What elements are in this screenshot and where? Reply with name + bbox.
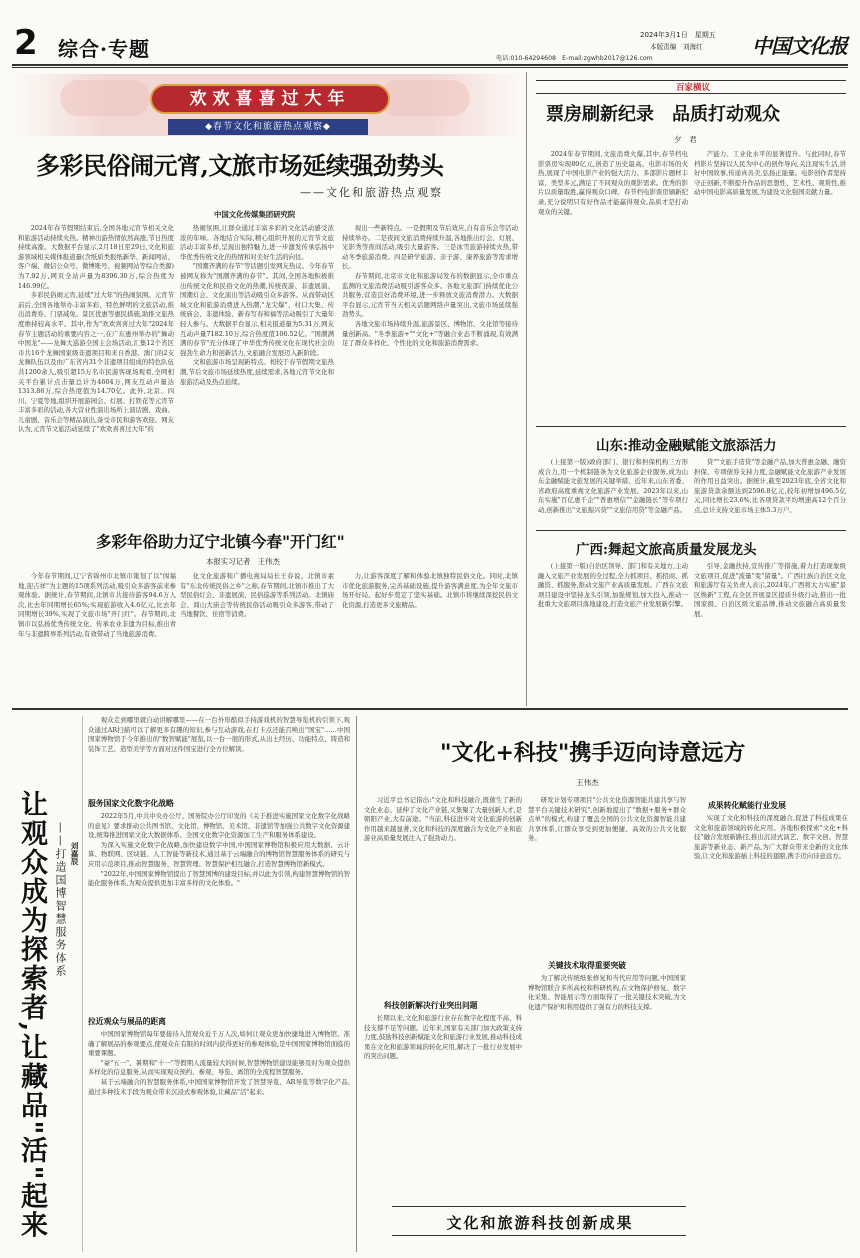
commentary-byline: 夕 君: [674, 135, 697, 144]
section-rule: [536, 530, 846, 531]
feature-subhead: ——文化和旅游热点观察: [300, 186, 443, 199]
guangxi-col-2: [694, 562, 846, 702]
paragraph: "国潮齐满的春节"等话题引发网友热议。今年春节被网友称为"国潮齐满的春节"。其间,全国各地积极推出传统文化和民俗文化的热潮,传统夜游、非遗展演、国潮灯会、文化演出等活动吸引众多游客。从而带动区域文化和旅游消费进入热潮,"龙尖爆"、村口大集、传统庙会、非遗体验、新春写春和福等活动吸引了大量年轻人参与。大数据平台显示,相关报道量为5.31万,网友互动声量7182.10万,综合热度值106.52亿。"国潮满满的春节"充分体现了中华优秀传统文化在现代社会的强劲生命力和创新活力,文旅融合发展迈入新阶段。: [180, 262, 334, 357]
museum-vertical-subtitle: ——打造国博智慧服务体系: [54, 822, 67, 978]
commentary-label: 百家横议: [676, 83, 711, 93]
paragraph: "2022年,中国国家博物馆提出了智慧国博的建设目标,并以此为引领,构建智慧博物馆的智能化服务体系,为观众提供更加丰富多样的文化体验。": [88, 869, 350, 888]
tech-col-2b: [528, 974, 686, 1200]
shandong-headline: 山东:推动金融赋能文旅添活力: [596, 438, 777, 454]
guangxi-col-1: [538, 562, 688, 702]
tech-headline: "文化+科技"携手迈向诗意远方: [440, 740, 746, 766]
commentary-col-1: [538, 150, 688, 418]
paragraph: 贷""文旅手造贷"等金融产品,加大普惠金融、融资担保、专项债券支持力度,金融赋能文化旅游产业发展的作用日益突出。据统计,截至2023年底,全省文化和旅游贷款余额达到2596.8亿元,较年初增加496.5亿元,同比增长23.6%,比各项贷款平均增速高12个百分点,总计支持文旅市场主体5.3万户。: [694, 458, 846, 514]
tech-footer-label: 文化和旅游科技创新成果: [446, 1214, 634, 1232]
paragraph: 化文化旅游和广播电视局局长王春说。北镇市素有"东北传统民俗之乡"之称,春节期间,北镇市推出了大型民俗灯会、非遗展演、民俗巡游等系列活动。北镇庙会、闾山大庙会等传统民俗活动吸引众多游客,带动了当地餐饮、住宿等消费。: [180, 572, 334, 619]
feature-col-1: [18, 224, 174, 520]
tech-col-3: [694, 814, 848, 1250]
tech-col-1: [364, 796, 522, 990]
tech-byline: 王伟杰: [576, 778, 599, 787]
paragraph: 长期以来,文化和旅游行业存在数字化程度不高、科技支撑不足等问题。近年来,国家有关部门加大政策支持力度,鼓励科技创新赋能文化和旅游行业发展,推动科技成果在文化和旅游领域的转化应用,解决了一批行业发展中的突出问题。: [364, 1014, 522, 1061]
paragraph: 2022年5月,中共中央办公厅、国务院办公厅印发的《关于推进实施国家文化数字化战略的意见》要求推动公共图书馆、文化馆、博物馆、美术馆、非遗馆等加强公共数字文化资源建设,统筹推进国家文化大数据体系、全国文化数字化资源加工生产和服务体系建设。: [88, 812, 350, 840]
shandong-col-2: [694, 458, 846, 546]
contact-line: 电话:010-64294608 E-mail:zgwhb2017@126.com: [496, 55, 653, 62]
column-divider: [526, 72, 527, 706]
paragraph: 习近平总书记指出:"文化和科技融合,既催生了新的文化业态、延伸了文化产业链,又集聚了大量创新人才,是朝阳产业,大有前途。"当前,科技进步对文化旅游的创新作用越来越显著,文化和科技的深度融合为文化产业和旅游业高质量发展注入了强劲动力。: [364, 796, 522, 843]
commentary-headline: 票房刷新纪录 品质打动观众: [546, 104, 780, 125]
tech-col2b-title: 关键技术取得重要突破: [548, 961, 626, 970]
paragraph: 多彩民俗闹元宵,延续"过大年"的热闹氛围。元宵节前后,全国各地举办丰富多彩、特色鲜明的文旅活动,推出消费券、门票减免、景区优惠等惠民措施,助推文旅热度维持较高水平。其中,作为"欢欢喜喜过大年"2024年春节主题活动的重要内容之一,在广东惠州举办的"舞动中国龙"——龙舞大巡游全国主会场活动,汇集12个省区市共16个龙舞国家级非遗项目和来自香港、澳门的2支龙舞队伍以及由广东省内31个非遗项目组成的特色队伍共1200余人,吸引超15万名市民游客现场观看,全网相关平台累计点击量总计为4604万,网友互动声量达1313.86万,综合热度值为14.70亿。此外,北京、四川、宁夏等地,组织开展游园会、灯展、打铁花等元宵节丰富多彩的活动,各大营业性演出场所上演话剧、戏曲、儿童剧、音乐会等精品演出,备受市民和游客欢迎。网友认为,元宵节文旅活动延续了"欢欢喜喜过大年"的: [18, 291, 174, 434]
feature-col-3: [342, 224, 518, 520]
paragraph: 春节期间,北京市文化和旅游局发布的数据显示,全市重点监测的文旅消费活动吸引游客众多。各地文旅部门持续优化公共服务,营造良好消费环境,进一步释放文旅消费潜力。大数据平台显示,元宵节当天相关话题网络声量突出,文旅市场延续强劲势头。: [342, 271, 518, 319]
liaoning-col-3: [342, 572, 518, 702]
tech-col3-title: 成果转化赋能行业发展: [708, 801, 786, 810]
cloud-decor-right: [380, 80, 470, 116]
feature-byline: 中国文化传媒集团研究院: [214, 210, 296, 219]
tech-col-2: [528, 796, 686, 950]
page-divider: [12, 708, 848, 710]
masthead-rule: [12, 64, 848, 66]
column-divider: [356, 716, 357, 1252]
paragraph: 为了解决传统纸张修复和当代应用等问题,中国国家博物馆联合多所高校和科研机构,在文物保护修复、数字化采集、智能展示等方面取得了一批关键技术突破,为文化遗产保护和利用提供了强有力的科技支撑。: [528, 974, 686, 1011]
paragraph: 热闹氛围,让群众通过丰富多彩的文化活动感受浓浓的年味。各地结合实际,精心组织开展的元宵节文旅活动丰富多样,呈现出独特魅力,进一步激发传承弘扬中华优秀传统文化的热情和对美好生活的向往。: [180, 224, 334, 261]
feature-ribbon: ◆春节文化和旅游热点观察◆: [168, 119, 368, 135]
museum-sec2-title: 拉近观众与展品的距离: [88, 1017, 166, 1026]
paragraph: 2024年春节假期结束后,全国各地元宵节相关文化和旅游活动持续火热。精神出游热情依然高涨,节日热度持续高涨。大数据平台显示,2月18日至29日,文化和旅游领域相关媒体报道量(含纸质类报纸新华、新闻网站、客户端、微信公众号、微博账号、视频网站等综合类源)为7.92万,网页全站声量为8396.30万,综合热度为146.99亿。: [18, 224, 174, 290]
cloud-decor-left: [60, 80, 150, 116]
paragraph: 今年春节期间,辽宁省锦州市北镇市策划了以"闯福地,迎吉祥"为主题的15项系列活动,吸引众多游客前来参观体验。据统计,春节期间,北镇市共接待游客94.6万人次,比去年同期增长65%;实现旅游收入4.6亿元,比去年同期增长39%,实现了文旅市场"开门红"。春节期间,北镇市以弘扬优秀传统文化、传承农业非遗为目标,推出青年与非遗跨界系列活动,有效带动了当地旅游消费。: [18, 572, 176, 638]
museum-vertical-title: 让观众成为探索者,让藏品"活"起来: [16, 790, 47, 1240]
museum-sec1-title: 服务国家文化数字化战略: [88, 799, 174, 808]
paragraph: "豪"五一"、暑期和"十一"等假期人流量较大的时候,智慧博物馆建设能够及时为观众提供多样化的信息服务,从而实现观众预约、参观、导览、离馆的全流程智慧服务。: [88, 1058, 350, 1077]
paragraph: (上接第一版)政府部门、银行和担保机构三方形成合力,用一个机制链条为文化旅游企业服务,成为山东金融赋能文旅发展的关键举措。近年来,山东省委、省政府高度重视文化旅游产业发展。2023年以来,山东实施"百亿惠千企""普惠增信""金融链长"等专项行动,创新推出"文旅振兴贷""文旅信用贷"等金融产品。: [538, 458, 688, 514]
feature-col-2: [180, 224, 334, 520]
liaoning-headline: 多彩年俗助力辽宁北镇今春"开门红": [96, 532, 345, 551]
date-line: 2024年3月1日 星期五: [640, 31, 716, 39]
paragraph: 研发计划专项项目"公共文化资源智能共建共享与智慧平台关键技术研究",创新地提出了"数据+服务+群众点单"的模式,构建了覆盖全国的公共文化资源智能共建共享体系,让群众享受到更加便捷、高效的公共文化服务。: [528, 796, 686, 843]
paragraph: 文和旅游市场呈现新特点。相较于春节假期文旅热潮,节后文旅市场延续热度,延续需求,各地元宵节文化和旅游活动及热点延续。: [180, 358, 334, 386]
paragraph: 为深入实施文化数字化战略,加快建设数字中国,中国国家博物馆积极应用大数据、云计算、物联网、区块链、人工智能等新技术,通过基于云端融合的博物馆智慧服务体系的研究与应用示范项目,推动智慧服务、智慧管理、智慧保护相互融合,打造智慧博物馆新模式。: [88, 840, 350, 868]
paragraph: 基于云端融合的智慧服务体系,中国国家博物馆开发了智慧导览、AR导览等数字化产品,通过多种技术手段为观众带来沉浸式参观体验,让藏品"活"起来。: [88, 1077, 350, 1096]
commentary-col-2: [694, 150, 846, 418]
feature-headline: 多彩民俗闹元宵,文旅市场延续强劲势头: [36, 151, 444, 180]
paragraph: (上接第一版)自治区领导、部门和有关地方,主动融入文旅产业发展的全过程,全力抓项目、抓招商、抓融资、抓服务,推动文旅产业高质量发展。广西在文旅项目建设中坚持龙头引领,加强规划,加大投入,推动一批重大文旅项目落地建设,打造文旅产业发展新引擎。: [538, 562, 688, 609]
paragraph: 产能力、工业化水平的显著提升。与此同时,春节档影片坚持以人民为中心的创作导向,关注现实生活,讲好中国故事,传递真善美,弘扬正能量。电影创作者坚持守正创新,不断提升作品的思想性、艺术性、观赏性,推动中国电影高质量发展,为建设文化强国贡献力量。: [694, 150, 846, 197]
museum-sec2: [88, 1030, 350, 1252]
liaoning-col-2: [180, 572, 334, 702]
paragraph: 中国国家博物馆每年要接待入馆观众近千万人次,如何让观众更加快捷地进入博物馆、准确了解展品的参观要点,使观众在有限的时间内获得更好的参观体验,是中国国家博物馆面临的重要课题。: [88, 1030, 350, 1058]
liaoning-col-1: [18, 572, 176, 702]
shandong-col-1: [538, 458, 688, 546]
page-number: 2: [14, 23, 38, 63]
museum-author: 刘嘉辰: [70, 842, 79, 865]
feature-banner: 欢欢喜喜过大年: [150, 84, 390, 114]
paragraph: 2024年春节期间,文旅消费火爆,其中,春节档电影票房实现80亿元,创造了历史最高。电影市场的火热,展现了中国电影产业的强大活力。多部影片题材丰富、类型多元,满足了不同观众的观影需求。优秀的影片以质量取胜,赢得观众口碑。春节档电影票房刷新纪录,充分说明只有好作品才能赢得观众,品质才是打动观众的关键。: [538, 150, 688, 216]
editor-line: 本版责编 刘海红: [650, 43, 703, 51]
paper-name: 中国文化报: [752, 34, 847, 58]
liaoning-byline: 本报实习记者 王伟杰: [206, 557, 280, 566]
paragraph: 力,让游客深度了解和体验北镇独特民俗文化。同时,北镇市优化旅游服务,完善基础设施,提升游客满意度,为全年文旅市场开好局、起好步奠定了坚实基础。北镇市将继续深挖民俗文化资源,打造更多文旅精品。: [342, 572, 518, 609]
section-title: 综合·专题: [58, 37, 150, 61]
tech-col1b-title: 科技创新解决行业突出问题: [384, 1001, 478, 1010]
museum-intro: [88, 716, 350, 784]
paragraph: 观众走到哪里就自动讲解哪里——在一台外形酷似手持游戏机的智慧导览机的引领下,观众通过AR扫描可以了解更多有趣的知识,参与互动游戏,在打卡点还能召唤出"国宝"……中国国家博物馆于今年推出的"数智赋能"展览,以一台一展的形式,从出土经历、功能特点、铸造和装饰工艺、造型美学等方面对这件国宝进行全方位解读。: [88, 716, 350, 753]
paragraph: 实现了文化和科技的深度融合,促进了科技成果在文化和旅游领域的转化应用。各地积极探索"文化+科技"融合发展新路径,推出沉浸式演艺、数字文创、智慧旅游等新业态、新产品,为广大群众带来全新的文化体验,让文化和旅游插上科技的翅膀,携手迈向诗意远方。: [694, 814, 848, 861]
tech-col-1b: [364, 1014, 522, 1200]
paragraph: 各地文旅市场持续升温,旅游景区、博物馆、文化馆等接待量创新高。"冬季旅游+""文化+"等融合业态不断涌现,有效满足了群众多样化、个性化的文化和旅游消费需求。: [342, 319, 518, 348]
guangxi-headline: 广西:舞起文旅高质量发展龙头: [576, 542, 757, 558]
museum-sec1: [88, 812, 350, 1008]
section-rule: [536, 426, 846, 427]
paragraph: 引导,金融扶持,宣传推广等措施,着力打造现象级文旅项目,促进"流量"变"留量"。广西壮族自治区文化和旅游厅有关负责人表示,2024年,广西将大力实施"景区焕新"工程,在全区开展景区提质升级行动,推出一批国家级、自治区级文旅品牌,推动文旅融合高质量发展。: [694, 562, 846, 618]
paragraph: 现出一些新特点。一是假期及节后效应,自有音乐会等活动持续举办。二是夜间文旅消费持续升温,各地推出灯会、灯展、光影秀等夜间活动,吸引大量游客。三是冰雪旅游持续火热,带动冬季旅游消费。四是研学旅游、亲子游、康养旅游等需求增长。: [342, 224, 518, 271]
masthead-rule-thin: [12, 67, 848, 68]
column-divider: [82, 716, 83, 1252]
